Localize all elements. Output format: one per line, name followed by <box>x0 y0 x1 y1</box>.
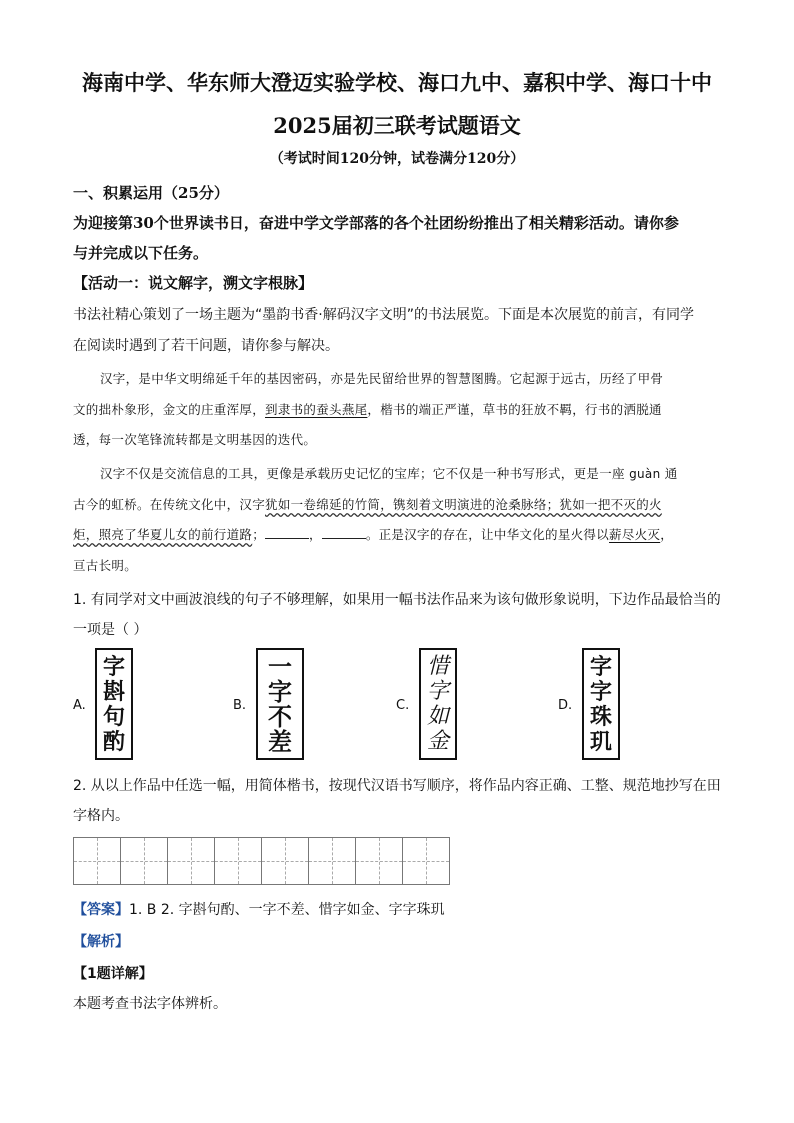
answer-line <box>73 900 445 920</box>
question1-line1: 1. 有同学对文中画波浪线的句子不够理解，如果用一幅书法作品来为该句做形象说明，下边作品最恰当的 <box>73 592 721 608</box>
tianzige-cell[interactable] <box>308 837 356 885</box>
passage-text: ； <box>252 527 266 542</box>
callig-char: 玑 <box>589 728 612 755</box>
callig-char: 字 <box>589 678 612 705</box>
pinyin: guàn <box>629 467 661 481</box>
detail-text: 本题考查书法字体辨析。 <box>73 996 227 1012</box>
underlined-phrase: 到隶书的蚕头燕尾 <box>265 402 368 417</box>
passage-p2-line3 <box>73 526 673 544</box>
passage-text: ， <box>309 527 322 542</box>
passage-p1-line3: 透，每一次笔锋流转都是文明基因的迭代。 <box>73 432 317 447</box>
fill-blank[interactable] <box>265 526 309 539</box>
passage-p2-line2 <box>73 496 662 514</box>
exam-title-subject: 2025届初三联考试题语文 <box>273 113 521 138</box>
tianzige-cell[interactable] <box>214 837 262 885</box>
tianzige-cell[interactable] <box>261 837 309 885</box>
answer-label: 【答案】 <box>73 902 129 918</box>
tianzige-grid[interactable] <box>73 837 449 885</box>
callig-char: 珠 <box>589 703 612 730</box>
passage-p2-line1 <box>100 465 678 483</box>
passage-p1-line1: 汉字，是中华文明绵延千年的基因密码，亦是先民留给世界的智慧图腾。它起源于远古，历经了甲骨 <box>100 371 664 386</box>
option-c-label[interactable]: C. <box>396 698 410 713</box>
callig-char: 字 <box>102 653 125 680</box>
exam-subtitle: （考试时间120分钟，试卷满分120分） <box>269 151 525 167</box>
wavy-sentence: 犹如一卷绵延的竹简，镌刻着文明演进的沧桑脉络；犹如一把不灭的火 <box>265 497 662 512</box>
callig-char: 不 <box>268 701 292 731</box>
underlined-phrase: 薪尽火灭 <box>609 527 661 542</box>
detail-label: 【1题详解】 <box>73 966 153 982</box>
calligraphy-option-d <box>582 648 620 760</box>
analysis-label: 【解析】 <box>73 934 129 950</box>
calligraphy-option-c <box>419 648 457 760</box>
calligraphy-option-b <box>256 648 304 760</box>
question1-line2: 一项是（ ） <box>73 622 148 638</box>
passage-text: ，楷书的端正严谨，草书的狂放不羁，行书的洒脱通 <box>367 402 662 417</box>
section-intro-line2: 与并完成以下任务。 <box>73 244 209 262</box>
fill-blank[interactable] <box>322 526 366 539</box>
activity-desc-line1: 书法社精心策划了一场主题为“墨韵书香·解码汉字文明”的书法展览。下面是本次展览的前言，有同学 <box>73 307 694 323</box>
tianzige-cell[interactable] <box>355 837 403 885</box>
callig-char: 惜 <box>426 653 449 679</box>
passage-text: 文的拙朴象形，金文的庄重浑厚， <box>73 402 266 417</box>
option-d-label[interactable]: D. <box>558 698 573 713</box>
callig-char: 斟 <box>102 678 125 705</box>
tianzige-cell[interactable] <box>73 837 121 885</box>
section-heading: 一、积累运用（25分） <box>73 184 229 202</box>
callig-char: 差 <box>268 726 292 756</box>
callig-char: 字 <box>426 678 449 704</box>
activity-desc-line2: 在阅读时遇到了若干问题，请你参与解决。 <box>73 338 339 354</box>
option-a-label[interactable]: A. <box>73 698 86 713</box>
passage-text: 汉字不仅是交流信息的工具，更像是承载历史记忆的宝库；它不仅是一种书写形式，更是一座 <box>100 466 625 481</box>
passage-p2-line4: 亘古长明。 <box>73 558 138 573</box>
tianzige-cell[interactable] <box>167 837 215 885</box>
callig-char: 一 <box>268 651 292 681</box>
activity-heading: 【活动一：说文解字，溯文字根脉】 <box>73 274 314 292</box>
calligraphy-option-a <box>95 648 133 760</box>
callig-char: 如 <box>426 703 449 729</box>
question2-line1: 2. 从以上作品中任选一幅，用简体楷书，按现代汉语书写顺序，将作品内容正确、工整、规范地抄写在田 <box>73 778 721 794</box>
callig-char: 句 <box>102 703 125 730</box>
tianzige-cell[interactable] <box>120 837 168 885</box>
callig-char: 字 <box>268 676 292 706</box>
passage-text: 通 <box>664 466 678 481</box>
section-intro-line1: 为迎接第30个世界读书日，奋进中学文学部落的各个社团纷纷推出了相关精彩活动。请你参 <box>73 214 679 232</box>
callig-char: 字 <box>589 653 612 680</box>
answer-text: 1. B 2. 字斟句酌、一字不差、惜字如金、字字珠玑 <box>129 902 445 918</box>
wavy-sentence: 炬，照亮了华夏儿女的前行道路 <box>73 527 253 542</box>
question2-line2: 字格内。 <box>73 808 129 824</box>
option-b-label[interactable]: B. <box>233 698 247 713</box>
callig-char: 金 <box>426 728 449 754</box>
passage-text: 古今的虹桥。在传统文化中，汉字 <box>73 497 266 512</box>
callig-char: 酌 <box>102 728 125 755</box>
passage-p1-line2 <box>73 401 662 419</box>
passage-text: 。正是汉字的存在，让中华文化的星火得以 <box>365 527 610 542</box>
passage-text: ， <box>660 527 674 542</box>
tianzige-cell[interactable] <box>402 837 450 885</box>
exam-title-schools: 海南中学、华东师大澄迈实验学校、海口九中、嘉积中学、海口十中 <box>82 70 712 95</box>
